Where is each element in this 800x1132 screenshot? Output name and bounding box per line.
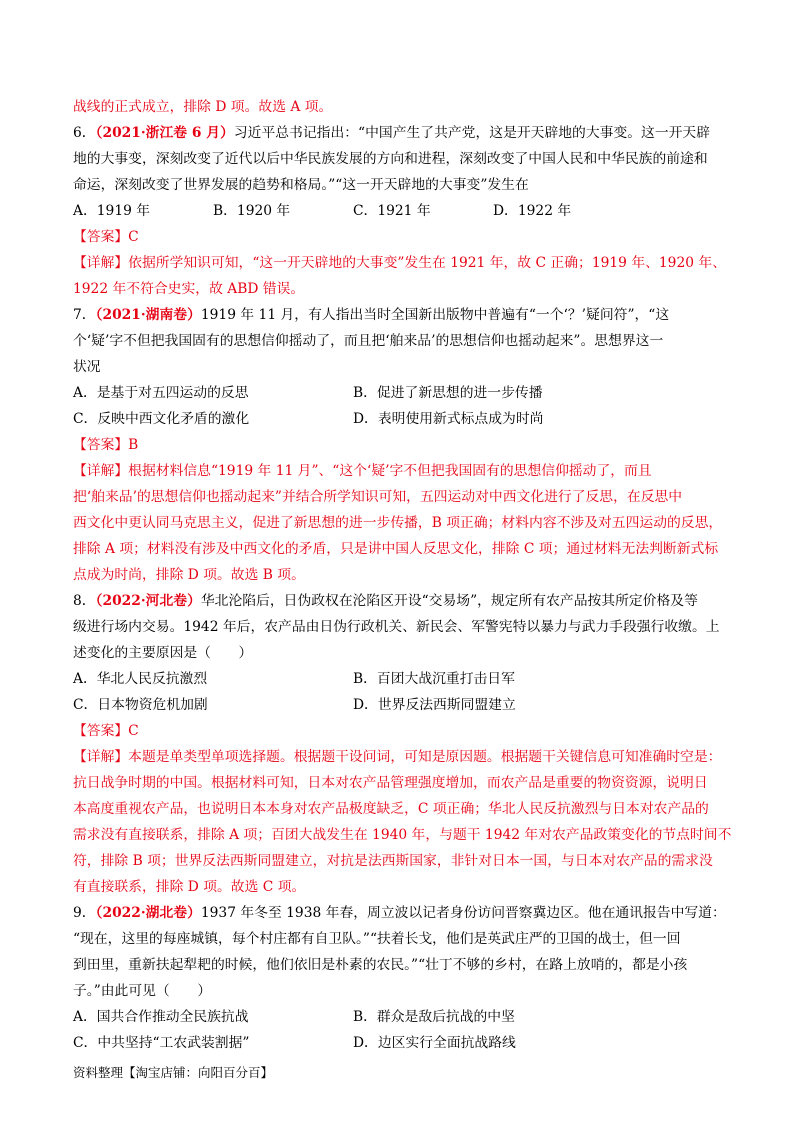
question-8-stem-line: 级进行场内交易。1942 年后，农产品由日伪行政机关、新民会、军警宪特以暴力与武力手段强行收缴。上 bbox=[73, 619, 720, 635]
answer-line: 【答案】C bbox=[73, 723, 139, 739]
question-text: 习近平总书记指出：“中国产生了共产党，这是开天辟地的大事变。这一开天辟 bbox=[233, 125, 711, 141]
question-9-stem-line: “现在，这里的每座城镇，每个村庄都有自卫队。”“扶着长戈，他们是英武庄严的卫国的战士，但一回 bbox=[73, 931, 681, 947]
option-b: B．群众是敌后抗战的中坚 bbox=[353, 1009, 515, 1025]
question-9 bbox=[73, 900, 733, 1056]
question-8-stem-line: 述变化的主要原因是（ ） bbox=[73, 645, 253, 661]
option-d: D．世界反法西斯同盟建立 bbox=[353, 697, 516, 713]
detail-line: 【详解】根据材料信息“1919 年 11 月”、“这个‘疑’字不但把我国固有的思想信仰摇动了，而且 bbox=[73, 463, 652, 479]
answer-line: 【答案】C bbox=[73, 229, 139, 245]
question-6-options bbox=[73, 198, 733, 224]
question-number: 7． bbox=[73, 307, 96, 323]
question-8 bbox=[73, 588, 733, 900]
question-7 bbox=[73, 302, 733, 588]
detail-line: 有直接联系，排除 D 项。故选 C 项。 bbox=[73, 879, 306, 895]
detail-line: 把‘舶来品’的思想信仰也摇动起来”并结合所学知识可知，五四运动对中西文化进行了反思，在反思中 bbox=[73, 489, 683, 505]
question-7-stem-line bbox=[73, 302, 733, 328]
question-source: （2022·湖北卷） bbox=[95, 905, 201, 921]
question-9-stem-line: 子。”由此可见（ ） bbox=[73, 983, 212, 999]
option-b: B．促进了新思想的进一步传播 bbox=[353, 385, 543, 401]
question-8-stem-line bbox=[73, 588, 733, 614]
detail-line: 1922 年不符合史实，故 ABD 错误。 bbox=[73, 281, 305, 297]
detail-line: 【详解】本题是单类型单项选择题。根据题干设问词，可知是原因题。根据题干关键信息可知准确时空是： bbox=[73, 749, 722, 765]
question-text: 1937 年冬至 1938 年春，周立波以记者身份访问晋察冀边区。他在通讯报告中写道： bbox=[200, 905, 726, 921]
detail-line: 抗日战争时期的中国。根据材料可知，日本对农产品管理强度增加，而农产品是重要的物资资源，说明日 bbox=[73, 775, 708, 791]
page-footer: 资料整理【淘宝店铺：向阳百分百】 bbox=[73, 1065, 274, 1080]
option-b: B．百团大战沉重打击日军 bbox=[353, 671, 515, 687]
detail-line: 点成为时尚，排除 D 项。故选 B 项。 bbox=[73, 567, 305, 583]
option-d: D．边区实行全面抗战路线 bbox=[353, 1035, 516, 1051]
option-c: C．1921 年 bbox=[353, 203, 431, 219]
question-8-options-row-1 bbox=[73, 666, 733, 692]
detail-line: 符，排除 B 项；世界反法西斯同盟建立，对抗是法西斯国家，非针对日本一国，与日本对农产品的需求没 bbox=[73, 853, 713, 869]
question-7-stem-line: 状况 bbox=[73, 359, 101, 375]
question-6-stem-line bbox=[73, 120, 733, 146]
question-number: 8． bbox=[73, 593, 96, 609]
question-9-options-row-2 bbox=[73, 1030, 733, 1056]
question-7-options-row-1 bbox=[73, 380, 733, 406]
question-9-options-row-1 bbox=[73, 1004, 733, 1030]
question-text: 华北沦陷后，日伪政权在沦陷区开设“交易场”，规定所有农产品按其所定价格及等 bbox=[200, 593, 698, 609]
question-7-stem-line: 个‘疑’字不但把我国固有的思想信仰摇动了，而且把‘舶来品’的思想信仰也摇动起来”。思想界这一 bbox=[73, 333, 664, 349]
document-page bbox=[73, 94, 733, 1056]
question-number: 6． bbox=[73, 125, 96, 141]
option-d: D．1922 年 bbox=[493, 203, 572, 219]
question-source: （2022·河北卷） bbox=[95, 593, 201, 609]
question-6-stem-line: 命运，深刻改变了世界发展的趋势和格局。”“这一开天辟地的大事变”发生在 bbox=[73, 177, 529, 193]
detail-line: 本高度重视农产品，也说明日本本身对农产品极度缺乏，C 项正确；华北人民反抗激烈与日本对农产品的 bbox=[73, 801, 709, 817]
option-a: A．华北人民反抗激烈 bbox=[73, 671, 208, 687]
question-source: （2021·浙江卷 6 月） bbox=[95, 125, 234, 141]
question-8-options-row-2 bbox=[73, 692, 733, 718]
detail-line: 【详解】依据所学知识可知，“这一开天辟地的大事变”发生在 1921 年，故 C 正确；1919 年、1920 年、 bbox=[73, 255, 726, 271]
answer-line: 【答案】B bbox=[73, 437, 139, 453]
option-c: C．反映中西文化矛盾的激化 bbox=[73, 411, 250, 427]
detail-line: 西文化中更认同马克思主义，促进了新思想的进一步传播，B 项正确；材料内容不涉及对五四运动的反思， bbox=[73, 515, 723, 531]
option-b: B．1920 年 bbox=[213, 203, 291, 219]
question-7-options-row-2 bbox=[73, 406, 733, 432]
question-source: （2021·湖南卷） bbox=[95, 307, 201, 323]
question-9-stem-line: 到田里，重新扶起犁耙的时候，他们依旧是朴素的农民。”“壮丁不够的乡村，在路上放哨的，都是小孩 bbox=[73, 957, 688, 973]
question-9-stem-line bbox=[73, 900, 733, 926]
option-d: D．表明使用新式标点成为时尚 bbox=[353, 411, 544, 427]
option-a: A．是基于对五四运动的反思 bbox=[73, 385, 249, 401]
detail-line: 排除 A 项；材料没有涉及中西文化的矛盾，只是讲中国人反思文化，排除 C 项；通过材料无法判断新式标 bbox=[73, 541, 719, 557]
question-6 bbox=[73, 120, 733, 302]
option-c: C．中共坚持“工农武装割据” bbox=[73, 1035, 250, 1051]
option-a: A．1919 年 bbox=[73, 203, 151, 219]
detail-line: 需求没有直接联系，排除 A 项；百团大战发生在 1940 年，与题干 1942 年对农产品政策变化的节点时间不 bbox=[73, 827, 732, 843]
option-a: A．国共合作推动全民族抗战 bbox=[73, 1009, 249, 1025]
option-c: C．日本物资危机加剧 bbox=[73, 697, 208, 713]
question-number: 9． bbox=[73, 905, 96, 921]
question-6-stem-line: 地的大事变，深刻改变了近代以后中华民族发展的方向和进程，深刻改变了中国人民和中华民族的前途和 bbox=[73, 151, 708, 167]
question-text: 1919 年 11 月，有人指出当时全国新出版物中普遍有“一个‘？’疑问符”，“这 bbox=[200, 307, 670, 323]
intro-line: 战线的正式成立，排除 D 项。故选 A 项。 bbox=[73, 99, 333, 115]
